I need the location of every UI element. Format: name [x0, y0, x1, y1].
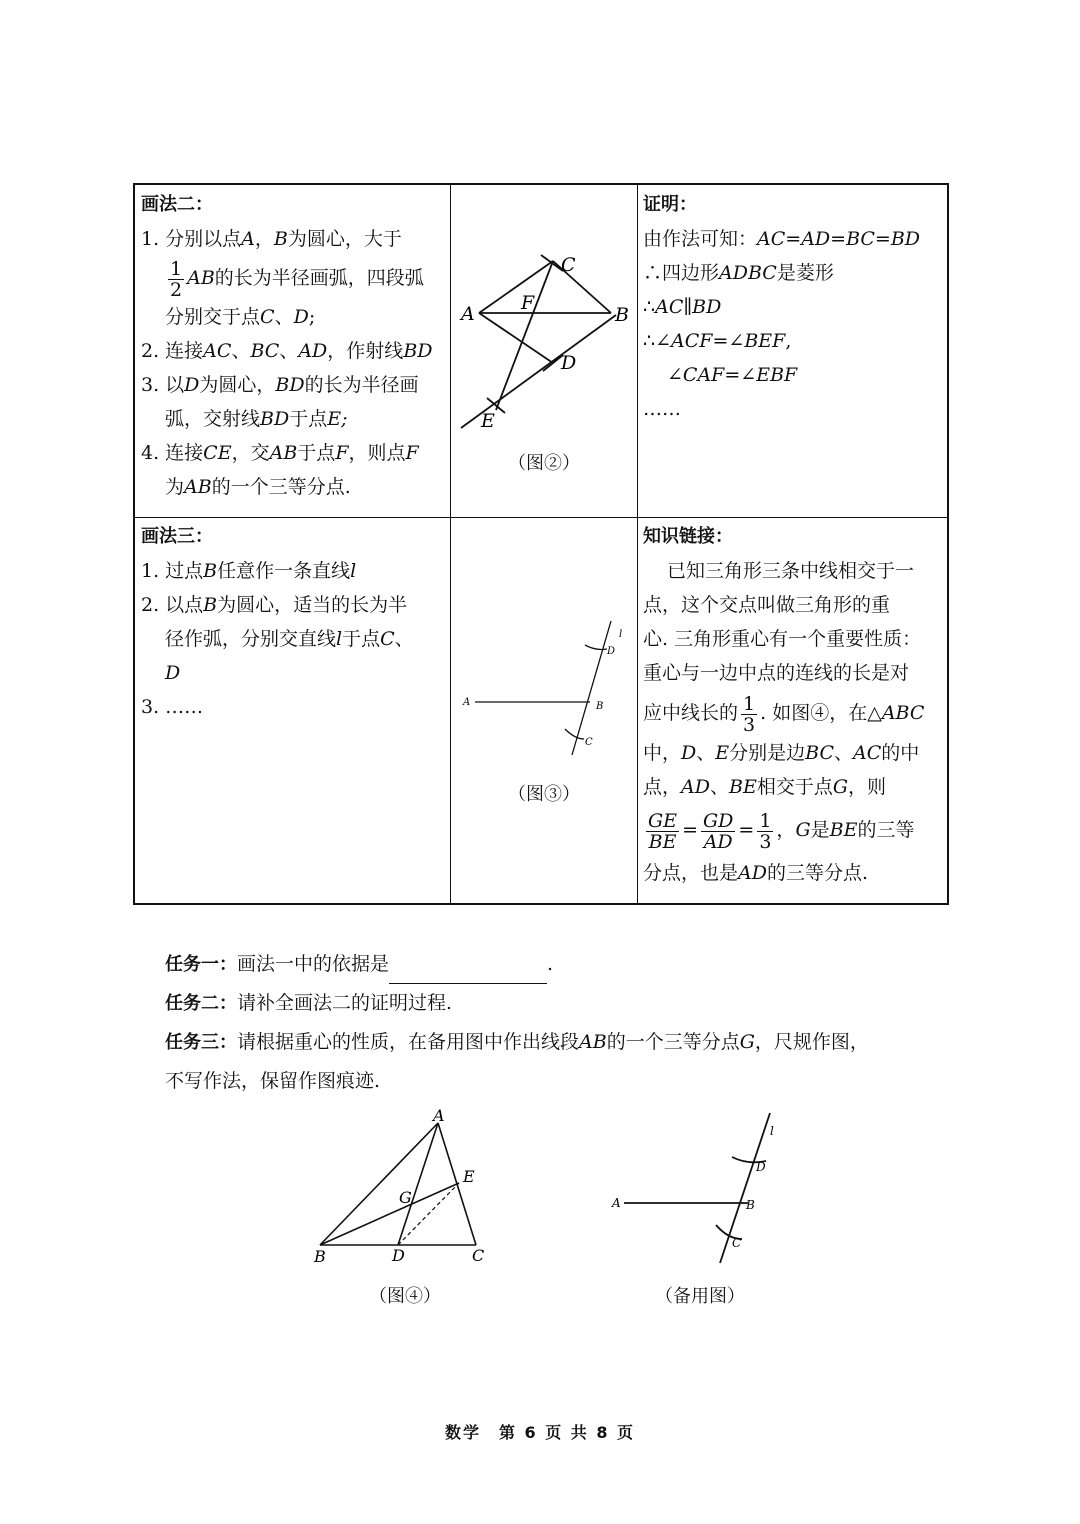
fraction-den: 3: [743, 713, 756, 736]
ray-bd: BD: [260, 408, 290, 430]
point-d: D: [293, 306, 309, 328]
text: 分点，也是: [643, 862, 739, 884]
answer-blank[interactable]: [389, 961, 547, 984]
text: 、: [394, 628, 414, 650]
fraction-den: 3: [759, 830, 772, 853]
text: 为: [165, 476, 185, 498]
figure-4-caption: （图④）: [369, 1286, 441, 1307]
label-a: A: [433, 1106, 445, 1125]
arc-c: [565, 729, 584, 739]
text: 3. 以: [141, 374, 185, 396]
method2-step3-cont: [141, 402, 447, 436]
fraction-num: 1: [759, 809, 772, 832]
method2-cell: [141, 187, 447, 504]
text: ，尺规作图，: [754, 1031, 869, 1053]
angle-bef: BEF: [744, 330, 786, 352]
fraction-ge-be: [646, 811, 679, 852]
text: 2. 连接: [141, 340, 204, 362]
segment-bc: BC: [250, 340, 280, 362]
quad-adbc: ADBC: [719, 262, 777, 284]
task-1-label: 任务一：: [165, 954, 237, 975]
line-l-line: [720, 1113, 770, 1263]
point-d: D: [681, 742, 697, 764]
point-a: A: [241, 228, 255, 250]
side-bc: BC: [805, 742, 835, 764]
text: 应中线长的: [643, 702, 739, 724]
median-ad-line: [398, 1123, 438, 1245]
label-d: D: [561, 352, 577, 374]
knowledge-line-5: [643, 690, 949, 736]
text: ;: [308, 306, 316, 328]
method2-step2: [141, 334, 447, 368]
line-l: l: [350, 560, 357, 582]
equal-lengths: AC=AD=BC=BD: [757, 228, 921, 250]
angle-ebf: EBF: [756, 364, 798, 386]
segment-bd: BD: [275, 374, 305, 396]
figure-3-caption: （图③）: [508, 784, 580, 805]
proof-line-3: [643, 290, 943, 324]
text: =∠: [724, 364, 757, 386]
spare-figure: [600, 1105, 790, 1270]
task-3: [165, 1023, 869, 1062]
text: 、: [274, 306, 294, 328]
text: 的中: [881, 742, 920, 764]
segment-ad: AD: [298, 340, 328, 362]
figure-4: [300, 1105, 510, 1270]
fraction-den: AD: [703, 830, 733, 853]
proof-title: 证明：: [643, 194, 697, 215]
proof-line-5: [643, 358, 943, 392]
label-c: C: [561, 254, 576, 276]
text: ∴∠: [643, 330, 672, 352]
proof-line-2: [643, 256, 943, 290]
method3-cell: [141, 519, 447, 724]
label-c: C: [585, 737, 593, 748]
text: 为圆心，大于: [287, 228, 402, 250]
knowledge-title: 知识链接：: [643, 526, 733, 547]
equals: =: [738, 819, 755, 841]
knowledge-cell: [643, 519, 949, 890]
method2-step1: [141, 222, 447, 256]
text: 点，: [643, 776, 682, 798]
proof-line-4: [643, 324, 943, 358]
text: =∠: [712, 330, 745, 352]
method2-title: 画法二：: [141, 194, 213, 215]
point-f: F: [405, 442, 419, 464]
text: 弧，交射线: [165, 408, 261, 430]
line-l: l: [336, 628, 343, 650]
method2-step4-cont: [141, 470, 447, 504]
segment-ab: AB: [579, 1031, 607, 1053]
text: 为圆心，适当的长为半: [217, 594, 408, 616]
fraction-den: 2: [170, 278, 183, 301]
point-b: B: [273, 228, 288, 250]
proof-cell: [643, 187, 943, 426]
text: 、: [834, 742, 854, 764]
knowledge-line-7: [643, 770, 949, 804]
label-a: A: [461, 303, 475, 325]
point-g: G: [739, 1031, 755, 1053]
line-l-line: [572, 621, 611, 755]
method2-step4: [141, 436, 447, 470]
spare-figure-caption: （备用图）: [655, 1286, 745, 1307]
text: .: [547, 953, 554, 975]
task-2: [165, 984, 869, 1023]
text: ,: [785, 330, 792, 352]
method3-step2-cont: [141, 622, 447, 656]
label-d: D: [392, 1246, 405, 1265]
text: 由作法可知：: [643, 228, 758, 250]
point-c: C: [260, 306, 275, 328]
parallel-ac-bd: AC∥BD: [655, 296, 722, 318]
text: 于点: [297, 442, 336, 464]
label-l: l: [619, 629, 623, 640]
text: ∴: [643, 296, 656, 318]
arc-mark-c: [541, 255, 563, 271]
segment-ce-line: [496, 261, 553, 410]
knowledge-line-8: [643, 804, 949, 856]
side-ac: AC: [853, 742, 882, 764]
text: ∠: [667, 364, 683, 386]
text: 、: [696, 742, 716, 764]
text: . 如图④，在△: [760, 702, 882, 724]
label-e: E: [463, 1167, 475, 1186]
text: 2. 以点: [141, 594, 204, 616]
segment-ab: AB: [187, 267, 215, 289]
label-c: C: [732, 1236, 742, 1250]
fraction-gd-ad: [701, 811, 735, 852]
task-3-label: 任务三：: [165, 1032, 237, 1053]
point-g: G: [795, 819, 811, 841]
point-f: F: [335, 442, 349, 464]
text: 的长为半径画: [304, 374, 419, 396]
point-b: B: [203, 594, 218, 616]
task-3-cont: 不写作法，保留作图痕迹.: [165, 1070, 381, 1092]
label-f: F: [521, 292, 535, 314]
text: ，: [776, 819, 796, 841]
method3-step2-end: [141, 656, 447, 690]
angle-caf: CAF: [682, 364, 725, 386]
method3-step3: 3. ……: [141, 696, 204, 718]
label-b: B: [615, 304, 629, 326]
point-c: C: [380, 628, 395, 650]
fraction-one-third: [757, 811, 773, 852]
task-1: [165, 945, 869, 984]
point-b: B: [203, 560, 218, 582]
tasks-section: [165, 945, 869, 1100]
text: 是菱形: [776, 262, 834, 284]
text: 的三等: [857, 819, 915, 841]
method3-title: 画法三：: [141, 526, 213, 547]
point-e: E;: [327, 408, 348, 430]
text: ，作射线: [327, 340, 404, 362]
knowledge-line-4: 重心与一边中点的连线的长是对: [643, 662, 910, 684]
segment-ce: CE: [203, 442, 232, 464]
point-e: E: [715, 742, 730, 764]
figure-3: [451, 519, 637, 759]
text: 是: [810, 819, 830, 841]
table-divider-2: [637, 185, 638, 903]
text: 请根据重心的性质，在备用图中作出线段: [237, 1031, 580, 1053]
knowledge-line-1: 已知三角形三条中线相交于一: [667, 560, 915, 582]
text: 、: [709, 776, 729, 798]
page-footer: 数学 第 6 页 共 8 页: [444, 1423, 636, 1442]
label-b: B: [596, 701, 604, 712]
text: 1. 分别以点: [141, 228, 242, 250]
text: 分别交于点: [165, 306, 261, 328]
knowledge-line-9: [643, 856, 949, 890]
segment-ac-line: [479, 261, 553, 313]
knowledge-line-6: [643, 736, 949, 770]
label-l: l: [770, 1124, 774, 1138]
fraction-num: GE: [648, 809, 678, 832]
label-b: B: [746, 1198, 755, 1212]
fraction-den: BE: [648, 830, 677, 853]
table-divider-row: [135, 517, 947, 518]
point-d: D: [165, 662, 181, 684]
construction-table: [133, 183, 949, 905]
text: 的一个三等分点.: [211, 476, 351, 498]
label-b: B: [314, 1247, 326, 1266]
label-g: G: [399, 1188, 412, 1207]
text: ，则点: [348, 442, 406, 464]
equals: =: [682, 819, 698, 841]
text: 4. 连接: [141, 442, 204, 464]
method3-step2: [141, 588, 447, 622]
angle-acf: ACF: [671, 330, 713, 352]
text: ，: [254, 228, 274, 250]
method2-step3: [141, 368, 447, 402]
label-e: E: [481, 410, 495, 432]
median-be: BE: [729, 776, 757, 798]
median-be: BE: [829, 819, 858, 841]
half-fraction: [168, 259, 184, 300]
text: ∴四边形: [643, 262, 720, 284]
text: 为圆心，: [199, 374, 276, 396]
label-a: A: [463, 697, 471, 708]
knowledge-line-3: 心. 三角形重心有一个重要性质：: [643, 628, 922, 650]
text: 的一个三等分点: [606, 1031, 740, 1053]
text: ，交: [231, 442, 270, 464]
figure-2-caption: （图②）: [508, 453, 580, 474]
text: 、: [279, 340, 299, 362]
text: 相交于点: [756, 776, 833, 798]
median-ad: AD: [681, 776, 710, 798]
method2-step1-end: [141, 300, 447, 334]
proof-line-6: ……: [643, 398, 681, 420]
segment-ab: AB: [269, 442, 298, 464]
point-d: D: [184, 374, 200, 396]
segment-ac: AC: [203, 340, 232, 362]
text: 分别是边: [729, 742, 806, 764]
task-1-text: 画法一中的依据是: [237, 953, 390, 975]
side-ab: [320, 1123, 438, 1245]
proof-line-1: [643, 222, 943, 256]
text: 、: [231, 340, 251, 362]
text: 任意作一条直线: [217, 560, 351, 582]
point-g: G: [832, 776, 849, 798]
task-2-text: 请补全画法二的证明过程.: [237, 992, 453, 1014]
fraction-num: GD: [702, 809, 734, 832]
text: 的长为半径画弧，四段弧: [214, 267, 424, 289]
fraction-num: 1: [170, 257, 183, 280]
label-c: C: [472, 1246, 485, 1265]
one-third-fraction: [741, 694, 757, 735]
text: 的三等分点.: [766, 862, 869, 884]
median-ad: AD: [738, 862, 767, 884]
triangle-abc: ABC: [881, 702, 925, 724]
median-be-line: [320, 1183, 459, 1245]
method3-step1: [141, 554, 447, 588]
text: ，则: [848, 776, 887, 798]
task-2-label: 任务二：: [165, 993, 237, 1014]
label-a: A: [612, 1196, 621, 1210]
label-d: D: [607, 646, 616, 657]
text: 于点: [289, 408, 328, 430]
ray-bd: BD: [403, 340, 433, 362]
text: 1. 过点: [141, 560, 204, 582]
method2-step1-cont: [141, 256, 447, 300]
text: 径作弧，分别交直线: [165, 628, 337, 650]
segment-ab: AB: [184, 476, 212, 498]
text: 中，: [643, 742, 682, 764]
label-d: D: [756, 1160, 766, 1174]
text: 于点: [342, 628, 381, 650]
fraction-num: 1: [743, 692, 756, 715]
knowledge-line-2: 点，这个交点叫做三角形的重: [643, 594, 891, 616]
